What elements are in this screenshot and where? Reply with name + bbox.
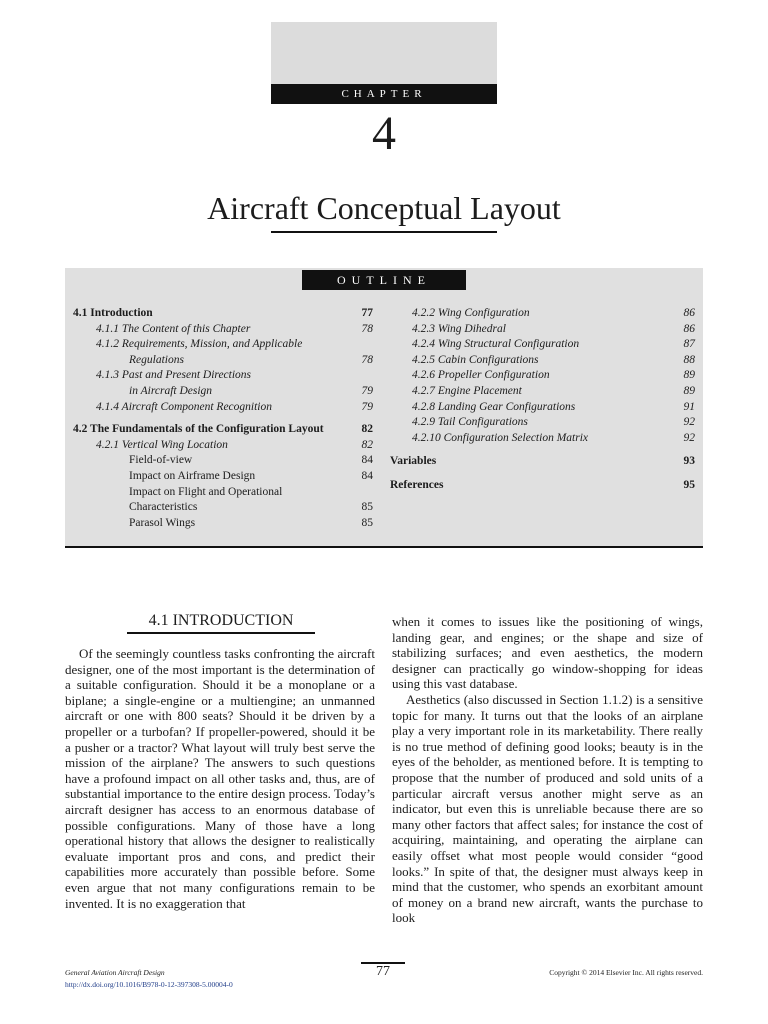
outline-left-column [73, 306, 373, 531]
outline-entry [390, 415, 695, 431]
outline-entry-title: 4.2.1 Vertical Wing Location [96, 438, 228, 451]
title-underline [271, 231, 497, 233]
outline-entry-title: References [390, 478, 444, 491]
outline-entry [73, 384, 373, 400]
outline-entry [390, 431, 695, 447]
outline-entry-page: 84 [361, 454, 373, 467]
page-number: 77 [376, 964, 390, 979]
outline-entry [390, 353, 695, 369]
outline-entry-title: Parasol Wings [129, 516, 196, 529]
outline-entry-page: 87 [683, 338, 695, 351]
body-paragraph: Of the seemingly countless tasks confronting the aircraft designer, one of the most important is the determination of a suitable configuration. Should it be a monoplane or a biplane; a single-engine or a multiengine; an unmanned aircraft or one with 800 seats? Should it be driven by a propeller or a turbofan? If propeller-powered, should it be a pusher or a tractor? What layout will truly best serve the mission of the airplane? The answers to such questions have a profound impact on all other tasks and, thus, are of substantial importance to the entire design process. Today’s aircraft designer has access to an enormous database of possible configurations. Many of those have a long operational history that allows the designer to realistically evaluate important pros and cons, and predict their capabilities more accurately than possible before. Some even argue that not many configurations remain to be invented. It is no exaggeration that [65, 646, 375, 911]
outline-entry-page: 77 [361, 307, 373, 319]
outline-entry-title: Variables [390, 455, 437, 468]
copyright-notice: Copyright © 2014 Elsevier Inc. All rights reserved. [549, 968, 703, 977]
outline-right-column [390, 306, 695, 494]
outline-entry-title: 4.2.6 Propeller Configuration [412, 369, 550, 382]
outline-entry-page: 92 [683, 416, 695, 429]
outline-entry-page: 86 [683, 307, 695, 319]
outline-entry [73, 306, 373, 322]
body-paragraph: Aesthetics (also discussed in Section 1.1.2) is a sensitive topic for many. It turns out that the looks of an airplane play a very important role in its marketability. There really is no true method of defining good looks; beauty is in the eyes of the beholder, as mentioned before. It is tempting to propose that the number of produced and sold units of a particular aircraft versus another might serve as an indicator, but even this is unreliable because there are so many other factors that affect sales; for instance the cost of acquiring, maintaining, and operating the airplane can easily offset what most people would consider “good looks.” In spite of that, the designer must always keep in mind that the customer, who spends an exorbitant amount of money on a brand new aircraft, wants the purchase to look [392, 691, 703, 926]
chapter-header-box [271, 22, 497, 84]
outline-entry-page: 89 [683, 369, 695, 382]
outline-entry [73, 400, 373, 416]
outline-entry-page: 79 [361, 400, 373, 413]
outline-entry-title: 4.1.4 Aircraft Component Recognition [96, 400, 272, 413]
outline-entry-page: 93 [683, 455, 695, 468]
doi-link[interactable]: http://dx.doi.org/10.1016/B978-0-12-397308-5.00004-0 [65, 980, 233, 989]
outline-entry-page: 78 [361, 322, 373, 335]
body-right-column [392, 614, 703, 926]
outline-entry-title: 4.2.3 Wing Dihedral [412, 322, 506, 335]
outline-entry [73, 438, 373, 454]
outline-entry-page: 91 [683, 400, 695, 413]
chapter-label: CHAPTER [271, 84, 497, 104]
outline-entry-page: 85 [361, 516, 373, 529]
outline-entry [390, 384, 695, 400]
outline-entry-title: Field-of-view [129, 454, 193, 467]
outline-entry [73, 422, 373, 438]
chapter-title: Aircraft Conceptual Layout [207, 190, 561, 226]
outline-entry [73, 322, 373, 338]
outline-entry-title: 4.2.7 Engine Placement [412, 384, 522, 397]
outline-entry-page: 82 [361, 423, 373, 436]
outline-entry [390, 400, 695, 416]
outline-entry [390, 368, 695, 384]
outline-entry-title: 4.2 The Fundamentals of the Configuration Layout [73, 423, 324, 436]
outline-entry-page: 79 [361, 384, 373, 397]
outline-entry-page: 95 [683, 478, 695, 491]
outline-entry-page: 78 [361, 353, 373, 366]
outline-entry-page: 82 [361, 438, 373, 451]
outline-entry [73, 469, 373, 485]
outline-entry-title: Impact on Flight and Operational [129, 485, 283, 498]
outline-entry [73, 337, 373, 353]
outline-entry-page: 89 [683, 384, 695, 397]
outline-entry-title: Regulations [129, 353, 184, 366]
outline-label: OUTLINE [302, 270, 466, 290]
book-title: General Aviation Aircraft Design [65, 968, 165, 977]
outline-entry-page: 84 [361, 469, 373, 482]
section-heading: 4.1 INTRODUCTION [148, 612, 294, 629]
section-underline [127, 632, 315, 634]
outline-entry [73, 368, 373, 384]
outline-entry-page: 85 [361, 501, 373, 514]
outline-entry [390, 337, 695, 353]
outline-entry-title: 4.2.10 Configuration Selection Matrix [412, 431, 588, 444]
outline-entry-title: 4.1.2 Requirements, Mission, and Applicable [96, 338, 303, 351]
outline-entry [390, 454, 695, 470]
outline-entry [73, 500, 373, 516]
outline-entry-title: 4.1.1 The Content of this Chapter [96, 322, 251, 335]
outline-entry-title: in Aircraft Design [129, 384, 213, 397]
outline-entry-page: 86 [683, 322, 695, 335]
outline-entry-title: 4.2.8 Landing Gear Configurations [412, 400, 576, 413]
outline-entry-title: 4.2.9 Tail Configurations [412, 416, 528, 429]
outline-entry [73, 485, 373, 501]
outline-entry [73, 453, 373, 469]
outline-entry-title: 4.2.5 Cabin Configurations [412, 353, 539, 366]
outline-entry-title: 4.2.4 Wing Structural Configuration [412, 338, 580, 351]
chapter-number: 4 [372, 107, 396, 160]
body-paragraph: when it comes to issues like the positioning of wings, landing gear, and engines; or the shape and size of stabilizing surfaces; and even aesthetics, the modern designer can practically go window-shopping for ideas using this vast database. [392, 614, 703, 692]
outline-bottom-rule [65, 546, 703, 548]
outline-entry-title: 4.1 Introduction [73, 307, 153, 319]
outline-entry [73, 516, 373, 532]
outline-entry-title: 4.1.3 Past and Present Directions [96, 369, 252, 382]
outline-entry [390, 322, 695, 338]
outline-entry [390, 306, 695, 322]
outline-entry-title: Impact on Airframe Design [129, 469, 256, 482]
outline-entry-page: 92 [683, 431, 695, 444]
outline-entry [73, 353, 373, 369]
body-left-column [65, 646, 375, 911]
outline-entry [390, 478, 695, 494]
outline-entry-title: 4.2.2 Wing Configuration [412, 307, 530, 319]
outline-entry-page: 88 [683, 353, 695, 366]
outline-entry-title: Characteristics [129, 501, 198, 514]
